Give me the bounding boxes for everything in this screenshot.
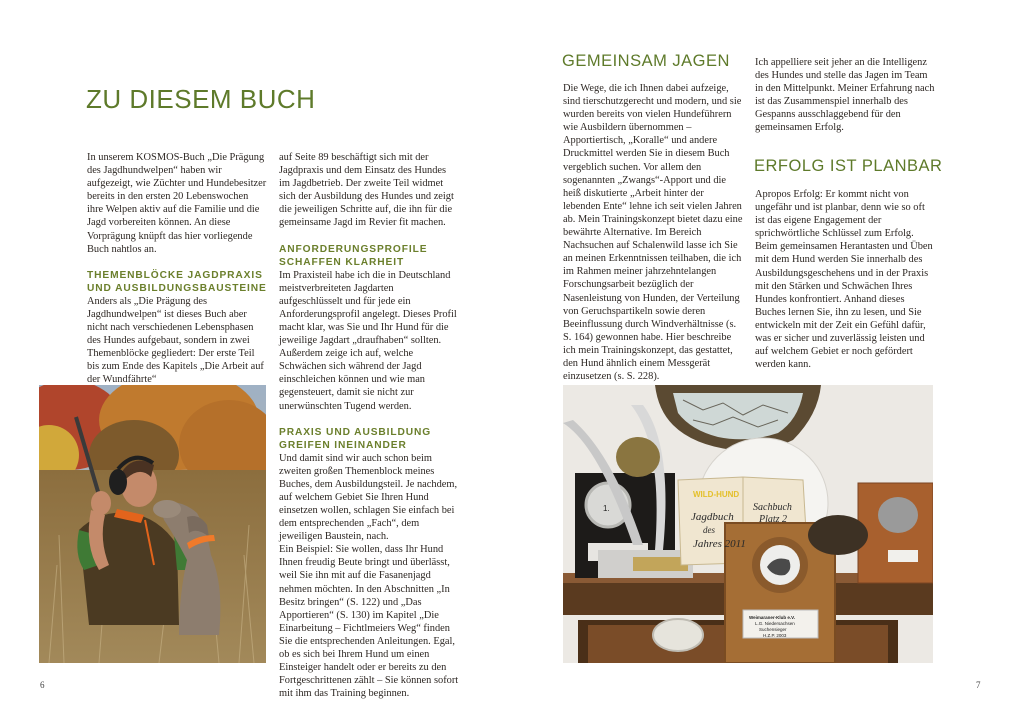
page-number-left: 6 bbox=[40, 680, 45, 690]
right-column-2-lower bbox=[755, 188, 937, 371]
svg-text:Suchensieger: Suchensieger bbox=[759, 627, 787, 632]
trophies-illustration bbox=[563, 385, 933, 663]
svg-text:1.: 1. bbox=[603, 504, 610, 513]
svg-text:des: des bbox=[703, 525, 715, 535]
left-column-1 bbox=[87, 151, 267, 386]
svg-text:Jagdbuch: Jagdbuch bbox=[691, 511, 734, 523]
intro-paragraph: In unserem KOSMOS-Buch „Die Prägung des Jagdhundwelpen“ haben wir aufgezeigt, wie Züchter und Hundebesitzer bereits in den ersten 20 Lebenswochen ihre Welpen aktiv auf die Familie und die Jagd vorbereiten können. An diese Vorprägung knüpft das hier vorliegende Buch nahtlos an. bbox=[87, 152, 267, 255]
page-number-right: 7 bbox=[976, 680, 981, 690]
intelligence-paragraph: Ich appelliere seit jeher an die Intelligenz des Hundes und stelle das Jagen im Team in den Mittelpunkt. Meiner Erfahrung nach ist das Zusammenspiel innerhalb des Gespanns ausschlaggebend für den gemeinsamen Erfolg. bbox=[755, 57, 935, 134]
section-text-anforderungsprofile: Im Praxisteil habe ich die in Deutschland meistverbreiteten Jagdarten aufgeschlüsselt und für jede ein Anforderungsprofil angelegt. Dieses Profil macht klar, was Sie und Ihr Hund für die jeweilige Jagdart „draufhaben“ sollten. Außerdem zeige ich auf, welche Schwächen sich während der Jagd einschleichen können und wie man gegensteuert, damit sie nicht zur unerwünschten Tugend werden. bbox=[279, 269, 457, 412]
right-column-1 bbox=[563, 82, 743, 383]
section-heading-praxis-ausbildung: PRAXIS UND AUSBILDUNG GREIFEN INEINANDER bbox=[279, 426, 432, 451]
hunter-with-dog-photo bbox=[39, 385, 266, 663]
section-heading-themenbloecke: THEMENBLÖCKE JAGDPRAXIS UND AUSBILDUNGSBAUSTEINE bbox=[87, 269, 267, 294]
right-column-2 bbox=[755, 56, 935, 135]
hunter-photo-illustration bbox=[39, 385, 266, 663]
section-text-themenbloecke: Anders als „Die Prägung des Jagdhundwelpen“ ist dieses Buch aber nicht nach verschiedenen Lebensphasen des Hundes aufgebaut, sondern in zwei Themenblöcke gegliedert: Der erste Teil bis zum Ende des Kapitels „Die Arbeit auf der Wundfährte“ bbox=[87, 295, 264, 386]
page-title: ZU DIESEM BUCH bbox=[86, 84, 316, 114]
section-text-praxis-ausbildung: Und damit sind wir auch schon beim zweiten großen Themenblock meines Buches, dem Ausbildungsteil. Je nachdem, auf welchem Gebiet Sie Ihren Hund einsetzen wollen, schlagen Sie einfach bei dem entsprechenden „Fach“, dem jeweiligen Baustein, nach. bbox=[279, 452, 458, 543]
section-text-praxis-ausbildung-example: Ein Beispiel: Sie wollen, dass Ihr Hund Ihnen freudig Beute bringt und überlässt, weil Sie ihn mit auf die Fasanenjagd nehmen möchten. In den Abschnitten „In Besitz bringen“ (S. 122) und „Das Apportieren“ (S. 130) im Kapitel „Die Einarbeitung – Fichtlmeiers Weg“ finden Sie die entsprechenden Anleitungen. Egal, ob es sich bei Ihrem Hund um einen Einsteiger handelt oder er bereits zu den Fortgeschrittenen zählt – Sie können sofort mit ihm das Training beginnen. bbox=[279, 544, 459, 700]
svg-text:Sachbuch: Sachbuch bbox=[753, 502, 792, 513]
svg-text:Weimaraner-Klub e.V.: Weimaraner-Klub e.V. bbox=[749, 615, 796, 620]
svg-text:Platz 2: Platz 2 bbox=[759, 514, 788, 525]
svg-text:Jahres 2011: Jahres 2011 bbox=[693, 538, 746, 550]
right-page bbox=[510, 0, 1020, 720]
section-heading-anforderungsprofile: ANFORDERUNGSPROFILE SCHAFFEN KLARHEIT bbox=[279, 243, 428, 268]
svg-text:H.Z.P. 2003: H.Z.P. 2003 bbox=[763, 633, 787, 638]
continuation-paragraph: auf Seite 89 beschäftigt sich mit der Jagdpraxis und dem Einsatz des Hundes im Jagdbetrieb. Der zweite Teil widmet sich der Ausbildung des Hundes und zeigt die jeweiligen Schritte auf, die ihn für die gemeinsame Jagd im Revier fit machen. bbox=[279, 152, 454, 229]
section-title-erfolg-ist-planbar: ERFOLG IST PLANBAR bbox=[754, 157, 943, 175]
svg-text:WILD-HUND: WILD-HUND bbox=[693, 490, 740, 499]
svg-text:L.G. Niedersachsen: L.G. Niedersachsen bbox=[755, 621, 795, 626]
gemeinsam-jagen-text: Die Wege, die ich Ihnen dabei aufzeige, sind tierschutzgerecht und modern, und sie wurden bereits von vielen Hundeführern wie Ausbildern übernommen – Apportiertisch, „Koralle“ und andere Druckmittel werden Sie in diesem Buch vergeblich suchen. Vor allem den sogenannten „Zwangs“-Apport und die heiß diskutierte „Arbeit hinter der lebenden Ente“ lehne ich seit vielen Jahren ab. Mein Trainingskonzept bietet dazu eine bewährte Alternative. Im Bereich Nachsuchen auf Schalenwild lasse ich Sie an meinen Erkenntnissen teilhaben, die ich im Rahmen meiner jahrzehntelangen Forschungsarbeit bezüglich der Nasenleistung von Hunden, der Verteilung von Geruchspartikeln sowie deren Beeinflussung durch Windverhältnisse (s. S. 164) gewonnen habe. Hier beschreibe ich mein Trainingskonzept, das gestattet, den Hund ähnlich einem Messgerät einzusetzen (s. S. 228). bbox=[563, 83, 743, 383]
left-column-2 bbox=[279, 151, 459, 700]
erfolg-text: Apropos Erfolg: Er kommt nicht von ungefähr und ist planbar, denn wie so oft ist das eigene Engagement der sprichwörtliche Schlüssel zum Erfolg. bbox=[755, 189, 925, 240]
section-title-gemeinsam-jagen: GEMEINSAM JAGEN bbox=[562, 52, 730, 70]
erfolg-text-2: Beim gemeinsamen Herantasten und Üben mit dem Hund werden Sie innerhalb des Ausbildungsgeschehens und in der Praxis mit den Stärken und Schwächen Ihres Hundes konfrontiert. Anhand dieses Buches lernen Sie, ihn zu lesen, und Sie entwickeln mit der Zeit ein Gefühl dafür, was er sicher und zuverlässig leisten und auf welchem Gebiet er noch gefördert werden kann. bbox=[755, 241, 933, 371]
trophies-photo bbox=[563, 385, 933, 663]
